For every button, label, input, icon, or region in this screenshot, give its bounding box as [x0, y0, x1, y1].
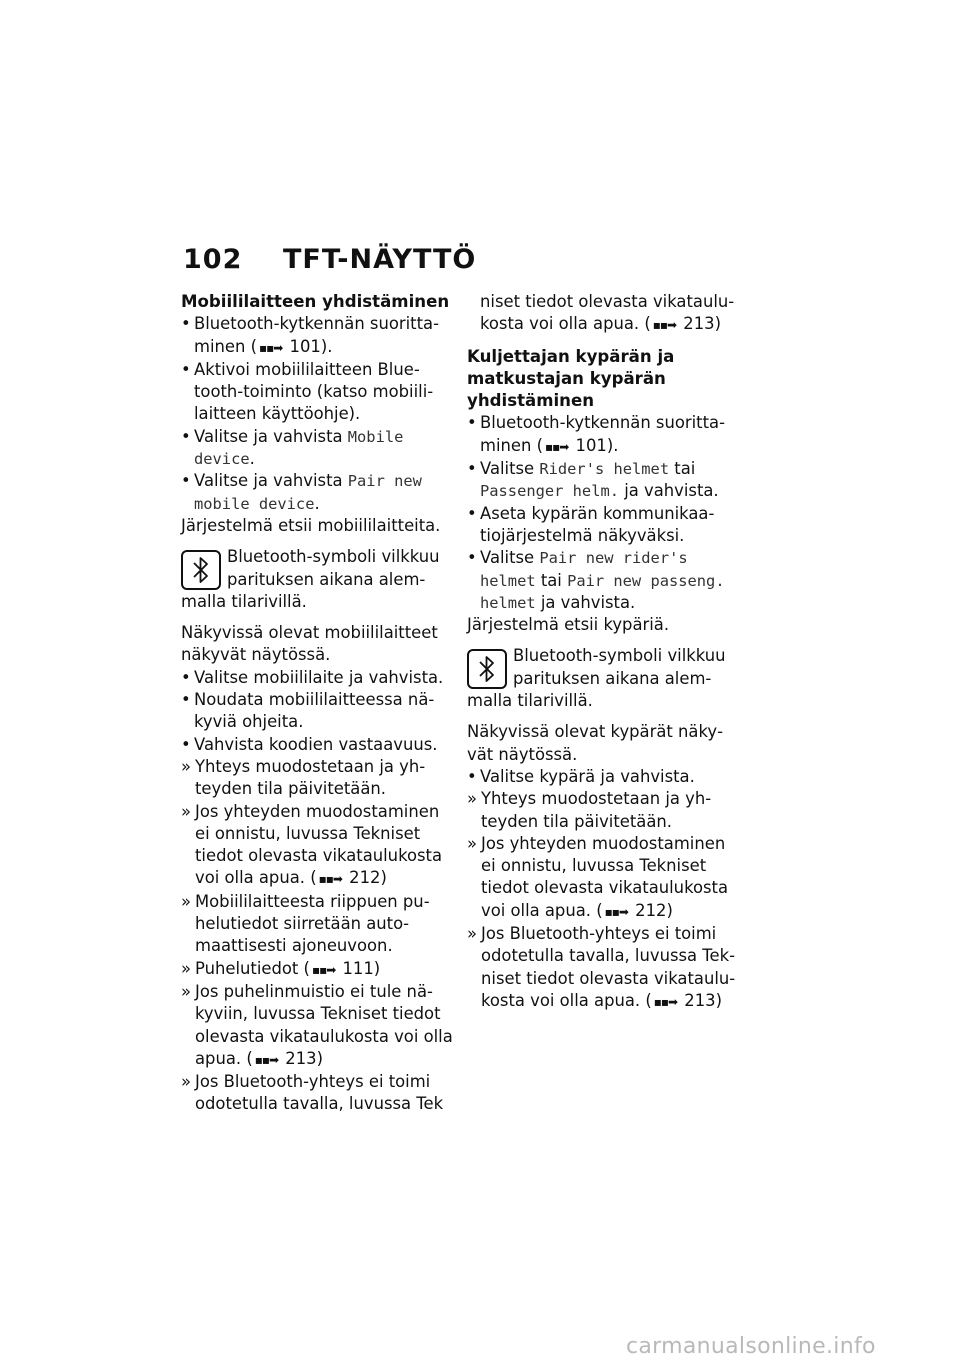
result-marker: »: [181, 958, 192, 978]
bullet-marker: •: [467, 766, 477, 786]
item-text: Noudata mobiililaitteessa näkyviä ohjeita.: [194, 690, 435, 732]
step-item: [467, 547, 739, 614]
step-item: [181, 470, 453, 515]
result-marker: »: [467, 924, 478, 944]
bluetooth-note-text: Bluetooth-symboli vilkkuu parituksen aikana alemmalla tilarivillä.: [467, 646, 726, 711]
result-marker: »: [181, 801, 192, 821]
page-reference-arrow-icon: ▪▪➡: [259, 340, 283, 355]
page-reference-arrow-icon: ▪▪➡: [545, 439, 569, 454]
menu-option: Pair new passeng. helmet: [480, 571, 725, 612]
chapter-title: TFT-NÄYTTÖ: [283, 244, 477, 275]
left-column: [181, 291, 453, 1116]
bullet-marker: •: [181, 426, 191, 446]
page-reference[interactable]: 212: [635, 900, 667, 920]
item-text: Valitse ja vahvista: [194, 471, 348, 491]
step-item: [181, 734, 453, 756]
bullet-marker: •: [467, 459, 477, 479]
result-item: » Puhelutiedot ( ▪▪➡ 111): [181, 958, 453, 981]
item-text: .: [249, 449, 255, 469]
page-reference-arrow-icon: ▪▪➡: [254, 1052, 279, 1067]
bullet-marker: •: [467, 413, 477, 433]
result-marker: »: [181, 1072, 192, 1092]
menu-option: Pair new rider's helmet: [480, 549, 688, 590]
page-reference-arrow-icon: ▪▪➡: [652, 318, 677, 333]
page-reference[interactable]: 101: [289, 336, 321, 356]
bullet-marker: •: [181, 314, 191, 334]
watermark: carmanualsonline.info: [626, 1334, 876, 1359]
bullet-marker: •: [181, 690, 191, 710]
step-item: • Bluetooth-kytkennän suorittaminen ( ▪▪➡ 101).: [467, 413, 725, 455]
result-marker: »: [181, 981, 192, 1001]
step-item: [467, 458, 739, 503]
visible-devices-text: Näkyvissä olevat mobiililaitteet näkyvät näytössä.: [181, 623, 438, 665]
menu-option: Pair new mobile device: [194, 472, 422, 513]
result-marker: »: [467, 833, 478, 853]
item-text: Jos Bluetooth-yhteys ei toimi odotetulla tavalla, luvussa Tekniset tiedot olevasta vikataulukosta voi olla apua.: [481, 924, 736, 1010]
visible-helmets-text: Näkyvissä olevat kypärät näkyvät näytössä.: [467, 722, 723, 764]
result-item: [181, 1071, 453, 1116]
menu-option: Mobile device: [194, 427, 404, 469]
result-marker: »: [181, 756, 192, 776]
page-reference-arrow-icon: ▪▪➡: [311, 962, 336, 977]
item-text: Valitse: [480, 548, 540, 568]
page-reference[interactable]: 101: [575, 435, 607, 455]
step-item: [181, 359, 453, 426]
item-text: Yhteys muodostetaan ja yhteyden tila päivitetään.: [195, 756, 426, 799]
bullet-marker: •: [467, 503, 477, 523]
page-reference-arrow-icon: ▪▪➡: [653, 994, 678, 1009]
step-item: [467, 766, 739, 788]
item-text: Valitse mobiililaite ja vahvista.: [194, 667, 444, 687]
bullet-marker: •: [181, 359, 191, 379]
item-text: Vahvista koodien vastaavuus.: [194, 734, 438, 754]
bullet-marker: •: [181, 471, 191, 491]
left-steps-b: [181, 667, 453, 1116]
item-text: Valitse kypärä ja vahvista.: [480, 766, 695, 786]
result-item: » Jos yhteyden muodostaminen ei onnistu, luvussa Tekniset tiedot olevasta vikataulukosta voi olla apua. ( ▪▪➡ 212): [467, 833, 729, 920]
page-reference-arrow-icon: ▪▪➡: [318, 872, 342, 887]
item-text: Yhteys muodostetaan ja yhteyden tila päivitetään.: [481, 789, 712, 831]
step-item: [181, 426, 453, 471]
system-result-text: Järjestelmä etsii kypäriä.: [467, 615, 670, 635]
bullet-marker: •: [181, 667, 191, 687]
page-reference[interactable]: 213: [683, 314, 715, 334]
right-steps-b: [467, 766, 739, 1013]
right-column: [467, 291, 739, 1013]
result-item: [181, 756, 453, 801]
menu-option: Passenger helm.: [480, 482, 619, 501]
item-text: Aktivoi mobiililaitteen Bluetooth-toiminto (katso mobiililaitteen käyttöohje).: [194, 359, 434, 424]
item-text: Jos Bluetooth-yhteys ei toimi odotetulla tavalla, luvussa Tek: [195, 1072, 444, 1114]
item-text: Valitse ja vahvista: [194, 426, 348, 446]
item-text: Puhelutiedot (: [195, 958, 310, 978]
section-heading-helmet: Kuljettajan kypärän ja matkustajan kypärän yhdistäminen: [467, 346, 675, 411]
item-text: ja vahvista.: [619, 481, 719, 501]
item-text: tai: [535, 570, 568, 590]
result-item: » Jos Bluetooth-yhteys ei toimi odotetulla tavalla, luvussa Tekniset tiedot olevasta vikataulukosta voi olla apua. ( ▪▪➡ 213): [467, 924, 736, 1010]
result-marker: »: [467, 789, 478, 809]
item-text: Jos yhteyden muodostaminen ei onnistu, luvussa Tekniset tiedot olevasta vikataulukosta voi olla apua.: [195, 801, 443, 888]
result-item: [181, 891, 453, 958]
item-text: Bluetooth-kytkennän suorittaminen (: [480, 413, 725, 455]
item-text: Jos puhelinmuistio ei tule näkyviin, luvussa Tekniset tiedot olevasta vikataulukosta voi olla apua.: [195, 981, 453, 1068]
page-reference[interactable]: 213: [285, 1048, 317, 1068]
bluetooth-icon: [467, 649, 507, 689]
left-steps-a: [181, 313, 453, 515]
section-heading-mobile: Mobiililaitteen yhdistäminen: [181, 292, 450, 311]
item-text: tai: [669, 459, 696, 479]
step-item: • Bluetooth-kytkennän suorittaminen ( ▪▪➡ 101).: [181, 314, 439, 356]
continuation-text: niset tiedot olevasta vikataulukosta voi olla apua. ( ▪▪➡ 213): [480, 292, 735, 334]
bullet-marker: •: [181, 734, 191, 754]
step-item: [181, 667, 453, 689]
menu-option: Rider's helmet: [539, 460, 670, 479]
page-reference[interactable]: 212: [349, 868, 381, 888]
right-steps-a: [467, 412, 739, 614]
item-text: Valitse: [480, 459, 540, 479]
page-reference[interactable]: 213: [684, 990, 716, 1010]
item-text: Mobiililaitteesta riippuen puhelutiedot siirretään automaattisesti ajoneuvoon.: [195, 891, 430, 956]
result-item: » Jos puhelinmuistio ei tule näkyviin, luvussa Tekniset tiedot olevasta vikataulukosta voi olla apua. ( ▪▪➡ 213): [181, 981, 453, 1068]
item-text: ja vahvista.: [535, 592, 636, 612]
system-result-text: Järjestelmä etsii mobiililaitteita.: [181, 515, 441, 535]
page-header: [183, 244, 476, 275]
page-reference-arrow-icon: ▪▪➡: [604, 904, 628, 919]
item-text: Aseta kypärän kommunikaatiojärjestelmä näkyväksi.: [480, 503, 715, 545]
bluetooth-note-text: Bluetooth-symboli vilkkuu parituksen aikana alemmalla tilarivillä.: [181, 547, 440, 611]
bluetooth-note: [467, 645, 739, 712]
result-item: » Jos yhteyden muodostaminen ei onnistu, luvussa Tekniset tiedot olevasta vikataulukosta voi olla apua. ( ▪▪➡ 212): [181, 801, 443, 888]
item-text: .: [314, 493, 320, 513]
result-item: [467, 788, 739, 833]
item-text: Jos yhteyden muodostaminen ei onnistu, luvussa Tekniset tiedot olevasta vikataulukosta voi olla apua.: [481, 833, 729, 920]
result-marker: »: [181, 891, 192, 911]
page-number: 102: [183, 244, 243, 275]
bluetooth-icon: [181, 550, 221, 590]
page-reference[interactable]: 111: [342, 958, 374, 978]
bluetooth-note: [181, 546, 453, 613]
step-item: [467, 503, 739, 548]
item-text: Bluetooth-kytkennän suorittaminen (: [194, 314, 439, 356]
bullet-marker: •: [467, 548, 477, 568]
step-item: [181, 689, 453, 734]
